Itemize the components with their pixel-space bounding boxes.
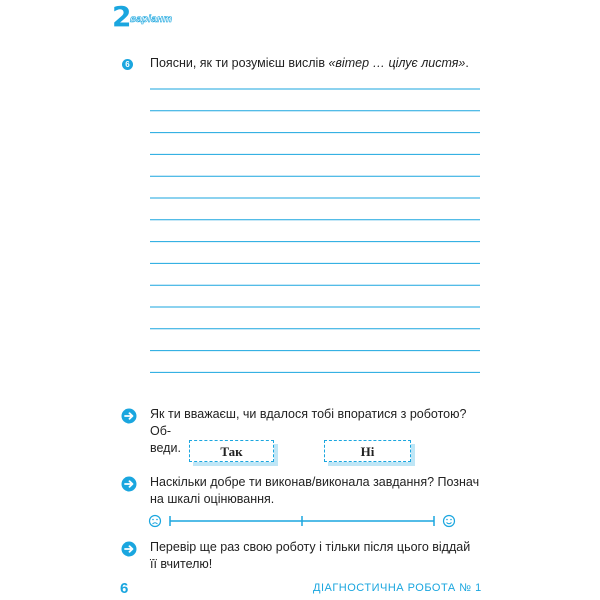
q1-line1: Як ти вважаєш, чи вдалося тобі впоратися з роботою? Об- bbox=[150, 407, 467, 438]
rating-scale[interactable] bbox=[148, 510, 458, 532]
yes-choice[interactable]: Так bbox=[189, 440, 274, 462]
self-check-question-3 bbox=[150, 539, 485, 573]
q2-line2: на шкалі оцінювання. bbox=[150, 492, 275, 506]
arrow-circle-icon bbox=[121, 476, 137, 492]
sad-face-icon bbox=[150, 516, 161, 527]
task-prompt-quote: «вітер … цілує листя» bbox=[328, 56, 466, 70]
q3-line1: Перевір ще раз свою роботу і тільки після цього віддай bbox=[150, 540, 471, 554]
happy-face-icon bbox=[444, 516, 455, 527]
self-check-question-2 bbox=[150, 474, 485, 508]
page-number: 6 bbox=[120, 580, 129, 597]
arrow-circle-icon bbox=[121, 408, 137, 424]
task-prompt-text: Поясни, як ти розумієш вислів bbox=[150, 56, 329, 70]
variant-label: варіант bbox=[130, 14, 173, 25]
task-number-badge: 6 bbox=[122, 59, 133, 70]
no-choice[interactable]: Ні bbox=[324, 440, 411, 462]
answer-lines[interactable] bbox=[150, 88, 480, 388]
q3-line2: її вчителю! bbox=[150, 557, 213, 571]
task-prompt-end: . bbox=[465, 56, 469, 70]
footer-title: ДІАГНОСТИЧНА РОБОТА № 1 bbox=[313, 582, 482, 594]
variant-number: 2 bbox=[112, 0, 132, 33]
q1-line2: веди. bbox=[150, 441, 181, 455]
q2-line1: Наскільки добре ти виконав/виконала завдання? Познач bbox=[150, 475, 480, 489]
arrow-circle-icon bbox=[121, 541, 137, 557]
task-prompt bbox=[150, 55, 469, 71]
